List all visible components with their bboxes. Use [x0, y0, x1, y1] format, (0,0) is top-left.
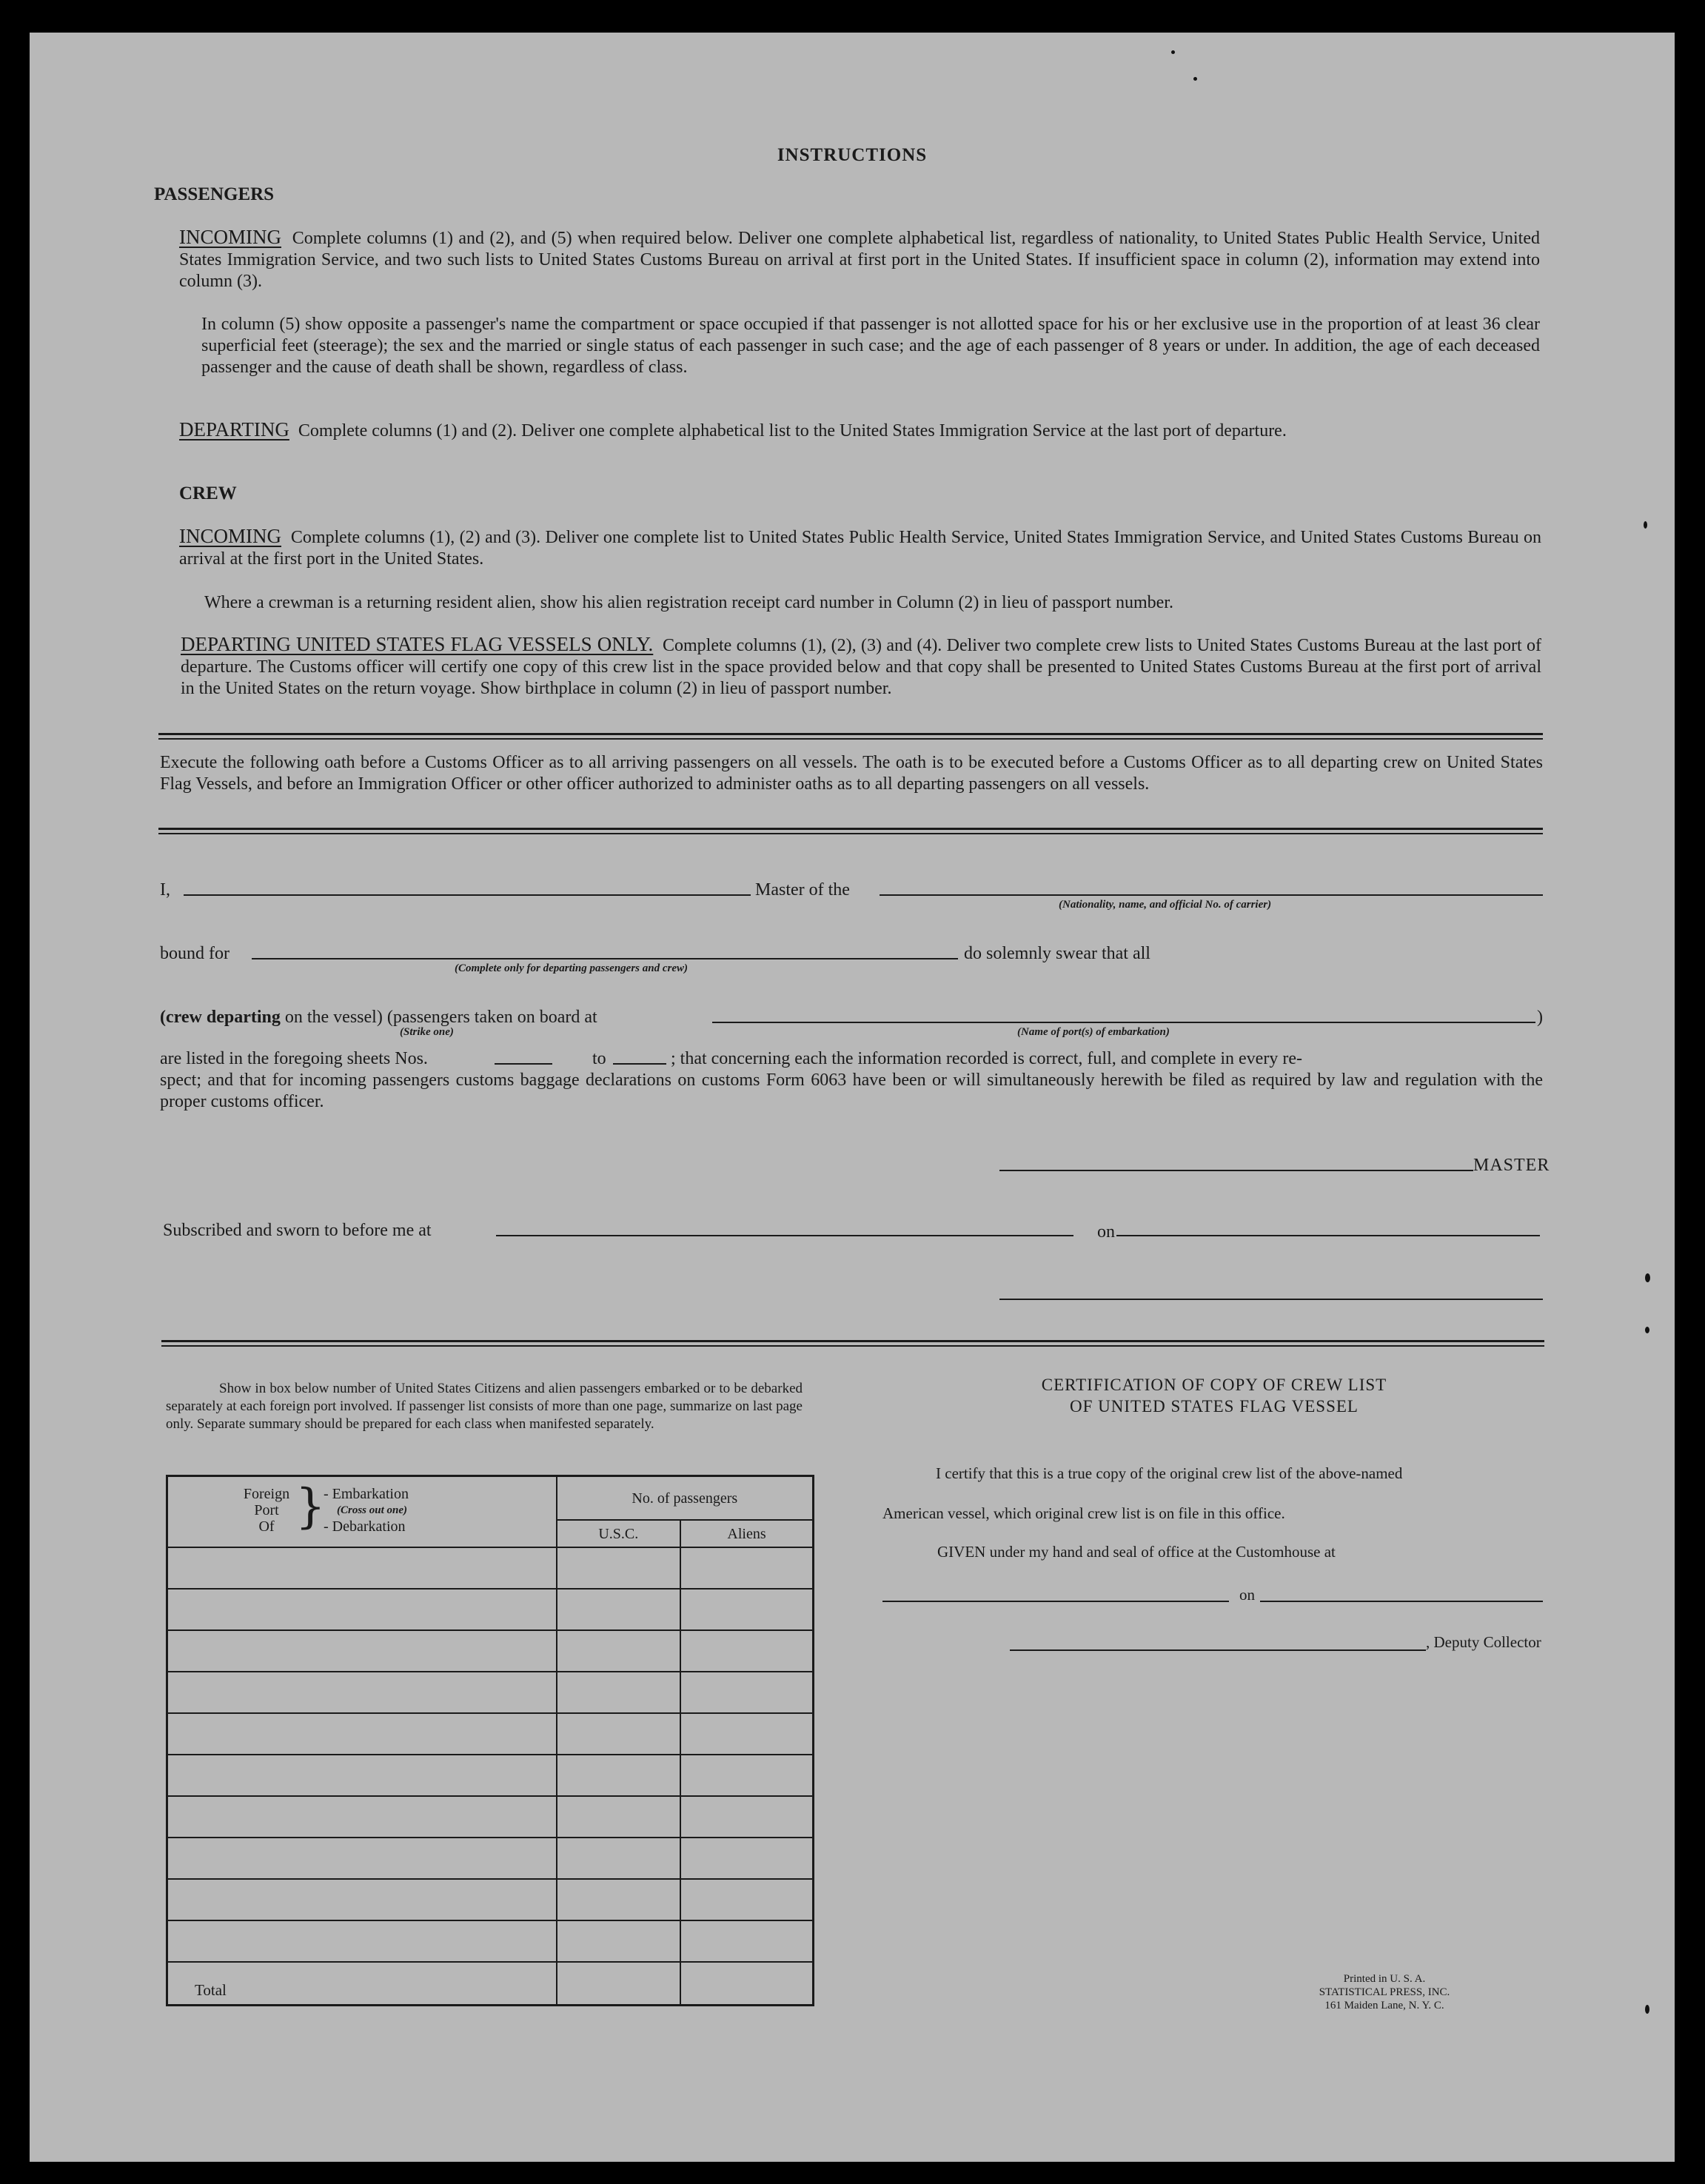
subscribed-label: Subscribed and sworn to before me at	[163, 1221, 432, 1240]
usc-cell[interactable]	[557, 1796, 681, 1838]
bound-for-caption: (Complete only for departing passengers and crew)	[455, 962, 688, 974]
binder-mark	[1645, 1327, 1649, 1333]
crew-incoming-paragraph	[179, 526, 1541, 570]
deputy-signature-field[interactable]	[1010, 1649, 1426, 1651]
crew-departing-bold: (crew departing	[160, 1008, 281, 1027]
table-row	[167, 1589, 814, 1630]
debarkation-label: - Debarkation	[324, 1518, 406, 1535]
usc-cell[interactable]	[557, 1672, 681, 1713]
sheet-to-field[interactable]	[613, 1063, 666, 1065]
on-the-vessel-text: on the vessel)	[284, 1008, 383, 1027]
bound-for-field[interactable]	[252, 958, 958, 959]
close-paren: )	[1537, 1008, 1543, 1027]
officer-signature-field[interactable]	[999, 1299, 1543, 1300]
speck	[1193, 77, 1197, 81]
table-row	[167, 1713, 814, 1755]
certification-title	[881, 1374, 1547, 1417]
total-label: Total	[167, 1962, 557, 2005]
certify-line1: I certify that this is a true copy of the original crew list of the above-named	[936, 1464, 1403, 1482]
aliens-cell[interactable]	[680, 1796, 813, 1838]
page-title: INSTRUCTIONS	[777, 145, 928, 165]
divider	[158, 733, 1543, 740]
bound-for-label: bound for	[160, 944, 230, 963]
sheets-line	[160, 1048, 428, 1070]
cross-out-caption: (Cross out one)	[337, 1504, 408, 1516]
oath-instructions: Execute the following oath before a Customs Officer as to all arriving passengers on all vessels. The oath is to be executed before a Customs Officer as to all departing crew on United States Flag Vessels, and before an Immigration Officer or other officer authorized to administer oaths as to all departing passengers on all vessels.	[160, 753, 1543, 794]
aliens-total-cell[interactable]	[680, 1962, 813, 2005]
certification-date-field[interactable]	[1260, 1601, 1543, 1602]
aliens-cell[interactable]	[680, 1672, 813, 1713]
listed-rest-line1: ; that concerning each the information recorded is correct, full, and complete in every re-	[671, 1049, 1302, 1068]
aliens-cell[interactable]	[680, 1838, 813, 1879]
strike-one-caption: (Strike one)	[400, 1026, 454, 1038]
passengers-taken-text: (passengers taken on board at	[386, 1008, 597, 1027]
port-label: Port	[254, 1502, 279, 1518]
crew-departing-label: DEPARTING UNITED STATES FLAG VESSELS ONLY.	[181, 633, 654, 655]
divider	[158, 828, 1543, 834]
table-row	[167, 1920, 814, 1962]
port-cell[interactable]	[167, 1879, 557, 1920]
master-signature-field[interactable]	[999, 1170, 1473, 1171]
table-row	[167, 1672, 814, 1713]
foreign-label: Foreign	[243, 1486, 290, 1502]
passenger-summary-table	[166, 1475, 814, 2006]
table-row	[167, 1547, 814, 1589]
customhouse-field[interactable]	[882, 1601, 1229, 1602]
port-cell[interactable]	[167, 1713, 557, 1755]
of-label: Of	[258, 1518, 275, 1535]
port-cell[interactable]	[167, 1838, 557, 1879]
passengers-departing-paragraph	[179, 419, 1540, 442]
passengers-departing-label: DEPARTING	[179, 418, 289, 441]
port-cell[interactable]	[167, 1920, 557, 1962]
table-row	[167, 1796, 814, 1838]
crew-resident-paragraph: Where a crewman is a returning resident alien, show his alien registration receipt card number in Column (2) in lieu of passport number.	[204, 593, 1173, 612]
certification-title-line2: OF UNITED STATES FLAG VESSEL	[1070, 1397, 1359, 1416]
aliens-cell[interactable]	[680, 1713, 813, 1755]
carrier-field[interactable]	[880, 894, 1543, 896]
usc-cell[interactable]	[557, 1879, 681, 1920]
port-cell[interactable]	[167, 1589, 557, 1630]
binder-mark	[1644, 521, 1647, 529]
aliens-cell[interactable]	[680, 1755, 813, 1796]
aliens-cell[interactable]	[680, 1547, 813, 1589]
port-cell[interactable]	[167, 1672, 557, 1713]
usc-cell[interactable]	[557, 1713, 681, 1755]
foreign-port-header	[167, 1476, 557, 1548]
port-cell[interactable]	[167, 1755, 557, 1796]
imprint-line2: STATISTICAL PRESS, INC.	[1319, 1986, 1450, 1998]
divider	[161, 1340, 1544, 1347]
usc-cell[interactable]	[557, 1755, 681, 1796]
listed-text: are listed in the foregoing sheets Nos.	[160, 1049, 428, 1068]
table-row	[167, 1755, 814, 1796]
certification-on-label: on	[1239, 1586, 1255, 1604]
subscribed-place-field[interactable]	[496, 1235, 1073, 1236]
listed-rest-text: spect; and that for incoming passengers customs baggage declarations on customs Form 6063 have been or will simultaneously herewith be filed as required by law and regulation with the proper customs officer.	[160, 1071, 1543, 1111]
port-cell[interactable]	[167, 1796, 557, 1838]
passengers-departing-text: Complete columns (1) and (2). Deliver one complete alphabetical list to the United States Immigration Service at the last port of departure.	[298, 421, 1287, 441]
crew-departing-text: Complete columns (1), (2), (3) and (4). Deliver two complete crew lists to United States Customs Bureau at the last port of departure. The Customs officer will certify one copy of this crew list in the space provided below and that copy shall be presented to United States Customs Bureau at the first port of arrival in the United States on the return voyage. Show birthplace in column (2) in lieu of passport number.	[181, 636, 1541, 698]
imprint-line1: Printed in U. S. A.	[1343, 1973, 1426, 1985]
usc-total-cell[interactable]	[557, 1962, 681, 2005]
aliens-cell[interactable]	[680, 1630, 813, 1672]
usc-cell[interactable]	[557, 1547, 681, 1589]
total-row	[167, 1962, 814, 2005]
crew-passengers-choice	[160, 1007, 597, 1028]
speck	[1171, 50, 1175, 54]
crew-incoming-text: Complete columns (1), (2) and (3). Deliver one complete list to United States Public Health Service, United States Immigration Service, and United States Customs Bureau on arrival at the first port in the United States.	[179, 528, 1542, 569]
usc-cell[interactable]	[557, 1838, 681, 1879]
given-text: GIVEN under my hand and seal of office at the Customhouse at	[937, 1543, 1336, 1561]
passengers-heading: PASSENGERS	[154, 184, 275, 204]
crew-departing-paragraph	[181, 634, 1541, 700]
port-caption: (Name of port(s) of embarkation)	[1017, 1026, 1170, 1038]
subscribed-date-field[interactable]	[1116, 1235, 1540, 1236]
crew-incoming-label: INCOMING	[179, 525, 281, 547]
certify-line2: American vessel, which original crew list is on file in this office.	[882, 1504, 1285, 1522]
deputy-collector-label: , Deputy Collector	[1426, 1633, 1541, 1651]
passengers-incoming-paragraph	[179, 227, 1540, 292]
crew-heading: CREW	[179, 483, 237, 503]
passengers-incoming-label: INCOMING	[179, 226, 281, 248]
aliens-cell[interactable]	[680, 1879, 813, 1920]
table-row	[167, 1630, 814, 1672]
aliens-cell[interactable]	[680, 1589, 813, 1630]
binder-mark	[1645, 1273, 1650, 1282]
aliens-cell[interactable]	[680, 1920, 813, 1962]
carrier-caption: (Nationality, name, and official No. of carrier)	[1059, 899, 1272, 911]
oath-i-label: I,	[160, 880, 170, 900]
embarkation-label: - Embarkation	[324, 1486, 409, 1502]
master-name-field[interactable]	[184, 894, 751, 896]
usc-header: U.S.C.	[557, 1520, 681, 1547]
table-row	[167, 1879, 814, 1920]
imprint-line3: 161 Maiden Lane, N. Y. C.	[1324, 2000, 1444, 2012]
subscribed-on-label: on	[1097, 1222, 1115, 1242]
usc-cell[interactable]	[557, 1630, 681, 1672]
form-page	[30, 33, 1675, 2162]
aliens-header: Aliens	[680, 1520, 813, 1547]
certification-title-line1: CERTIFICATION OF COPY OF CREW LIST	[1041, 1376, 1387, 1394]
port-cell[interactable]	[167, 1547, 557, 1589]
usc-cell[interactable]	[557, 1920, 681, 1962]
passengers-incoming-text: Complete columns (1) and (2), and (5) when required below. Deliver one complete alphabetical list, regardless of nationality, to United States Public Health Service, United States Immigration Service, and two such lists to United States Customs Bureau on arrival at first port in the United States. If insufficient space in column (2), information may extend into column (3).	[179, 229, 1540, 291]
table-row	[167, 1838, 814, 1879]
binder-mark	[1645, 2005, 1649, 2014]
embarkation-port-field[interactable]	[712, 1022, 1535, 1023]
summary-instructions: Show in box below number of United States Citizens and alien passengers embarked or to be debarked separately at each foreign port involved. If passenger list consists of more than one page, summarize on last page only. Separate summary should be prepared for each class when manifested separately.	[166, 1381, 803, 1432]
master-label: MASTER	[1473, 1156, 1550, 1175]
port-cell[interactable]	[167, 1630, 557, 1672]
no-of-passengers-header: No. of passengers	[557, 1476, 814, 1521]
master-of-the-label: Master of the	[755, 880, 850, 900]
listed-to-label: to	[592, 1049, 606, 1068]
sheet-from-field[interactable]	[495, 1063, 552, 1065]
passengers-column5-paragraph: In column (5) show opposite a passenger's name the compartment or space occupied if that passenger is not allotted space for his or her exclusive use in the proportion of at least 36 clear superficial feet (steerage); the sex and the married or single status of each passenger in such case; and the age of each passenger of 8 years or under. In addition, the age of each deceased passenger and the cause of death shall be shown, regardless of class.	[201, 315, 1540, 377]
brace-icon: }	[295, 1479, 326, 1534]
printer-imprint	[1273, 1972, 1495, 2012]
swear-text: do solemnly swear that all	[964, 944, 1150, 963]
usc-cell[interactable]	[557, 1589, 681, 1630]
